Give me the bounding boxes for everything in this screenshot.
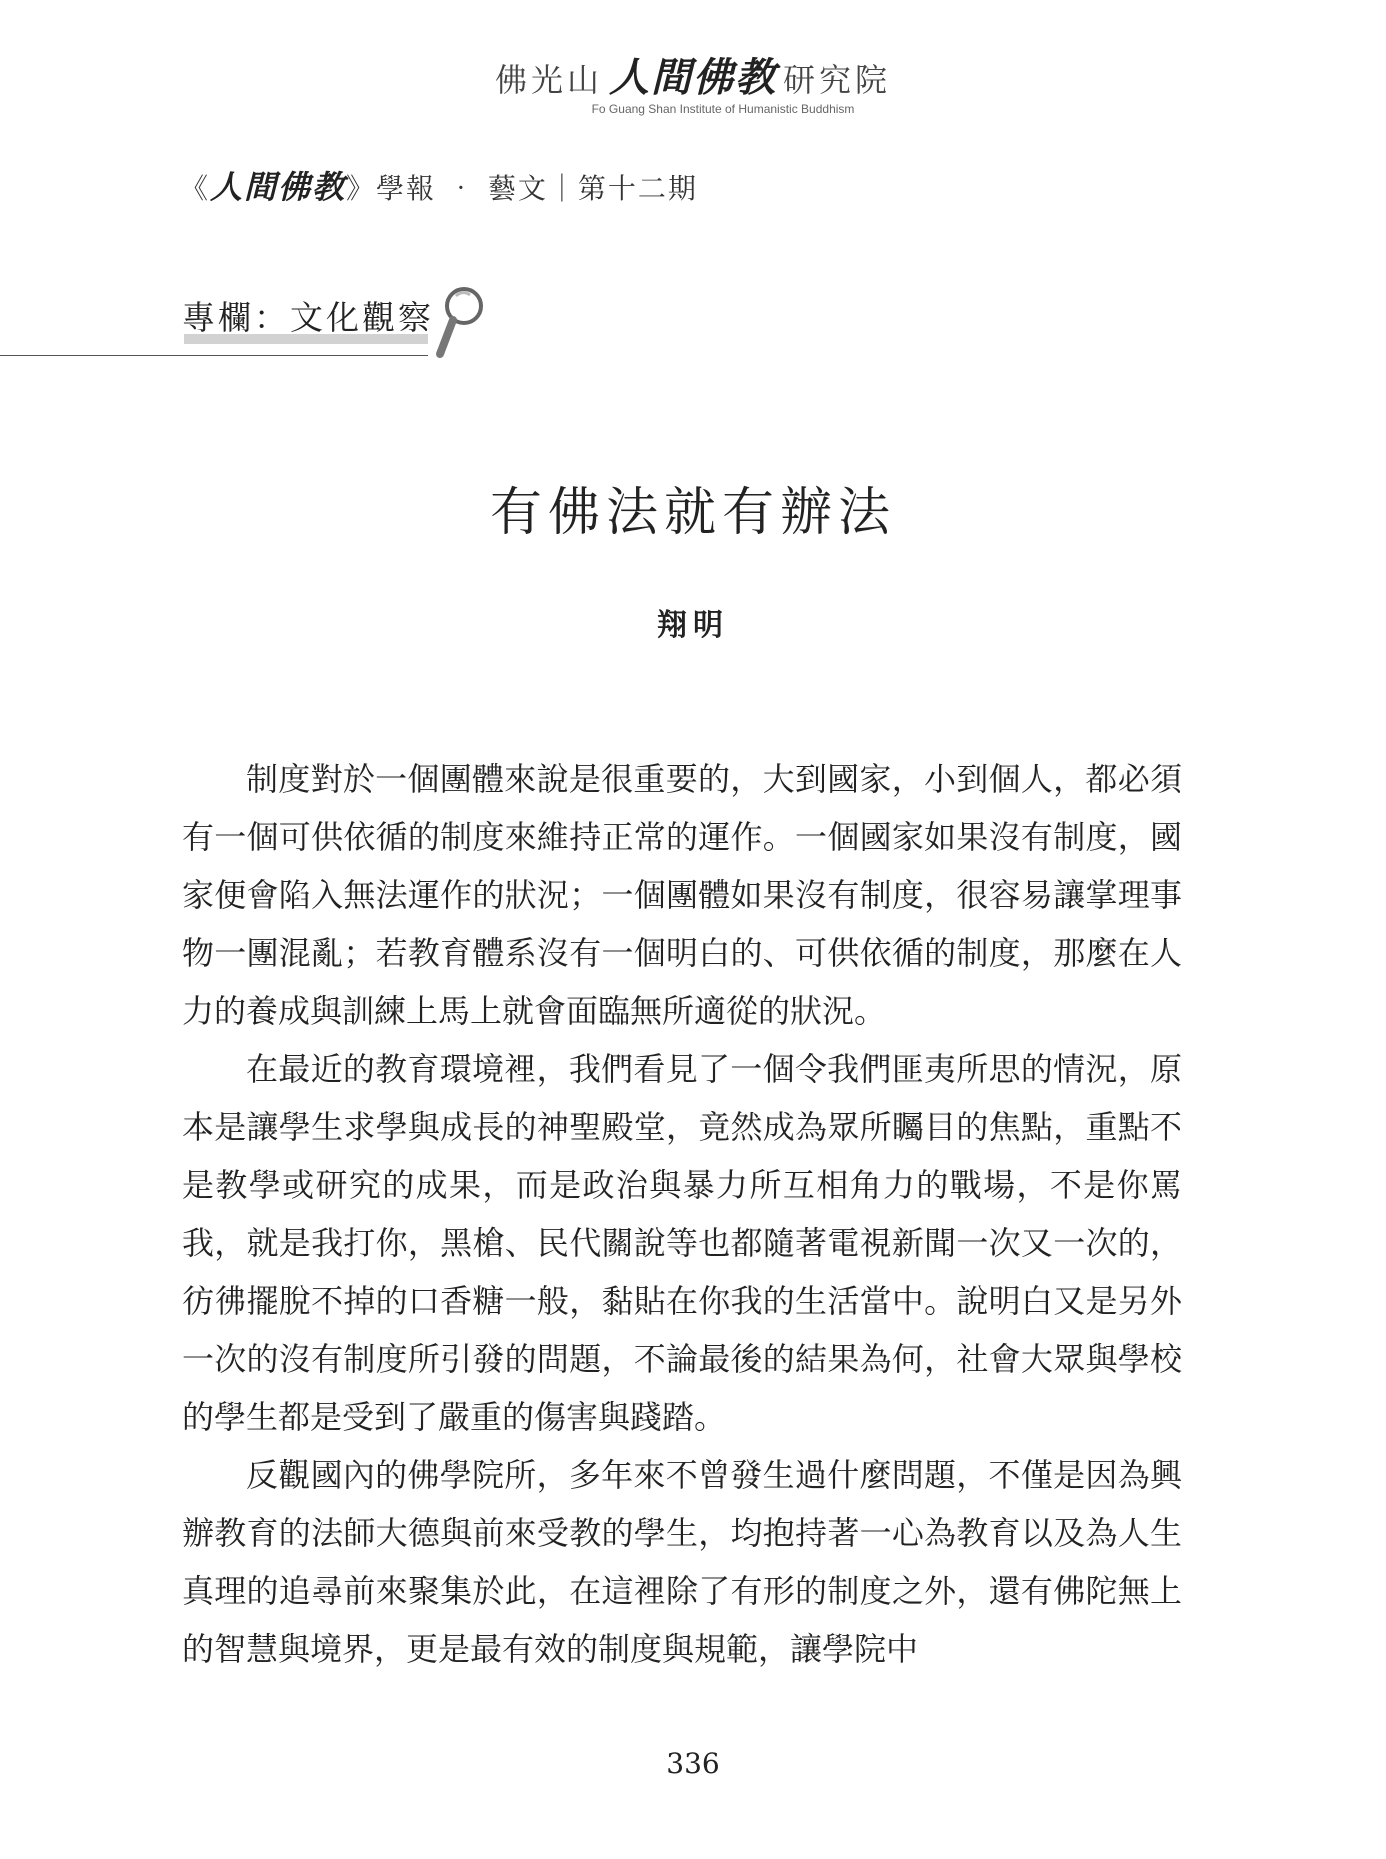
magnifier-icon [432, 284, 488, 360]
page-number: 336 [666, 1747, 720, 1780]
journal-issue: 》學報 ‧ 藝文｜第十二期 [346, 172, 698, 205]
journal-open-bracket: 《 [180, 172, 211, 205]
page-header [0, 54, 1386, 116]
article-title: 有佛法就有辦法 [489, 483, 896, 543]
institute-suffix: 研究院 [783, 61, 892, 99]
body-paragraph: 反觀國內的佛學院所，多年來不曾發生過什麼問題，不僅是因為興辦教育的法師大德與前來受教的學生，均抱持著一心為教育以及為人生真理的追尋前來聚集於此，在這裡除了有形的制度之外，還有佛陀無上的智慧與境界，更是最有效的制度與規範，讓學院中 [182, 1456, 1182, 1668]
journal-brand: 人間佛教 [210, 168, 347, 206]
institute-name [0, 54, 1386, 101]
journal-title [180, 162, 698, 208]
body-paragraph: 在最近的教育環境裡，我們看見了一個令我們匪夷所思的情況，原本是讓學生求學與成長的神聖殿堂，竟然成為眾所矚目的焦點，重點不是教學或研究的成果，而是政治與暴力所互相角力的戰場，不是你罵我，就是我打你，黑槍、民代關說等也都隨著電視新聞一次又一次的，彷彿擺脫不掉的口香糖一般，黏貼在你我的生活當中。說明白又是另外一次的沒有制度所引發的問題，不論最後的結果為何，社會大眾與學校的學生都是受到了嚴重的傷害與踐踏。 [182, 1050, 1182, 1436]
article-author: 翔明 [657, 608, 729, 643]
article-body [182, 750, 1182, 1678]
institute-english-name: Fo Guang Shan Institute of Humanistic Buddhism [591, 102, 855, 116]
column-rule [0, 355, 428, 356]
institute-prefix: 佛光山 [494, 61, 603, 99]
column-label: 專欄：文化觀察 [182, 298, 434, 337]
institute-brand: 人間佛教 [609, 54, 777, 101]
body-paragraph: 制度對於一個團體來說是很重要的，大到國家，小到個人，都必須有一個可供依循的制度來維持正常的運作。一個國家如果沒有制度，國家便會陷入無法運作的狀況；一個團體如果沒有制度，很容易讓掌理事物一團混亂；若教育體系沒有一個明白的、可供依循的制度，那麼在人力的養成與訓練上馬上就會面臨無所適從的狀況。 [182, 760, 1182, 1030]
